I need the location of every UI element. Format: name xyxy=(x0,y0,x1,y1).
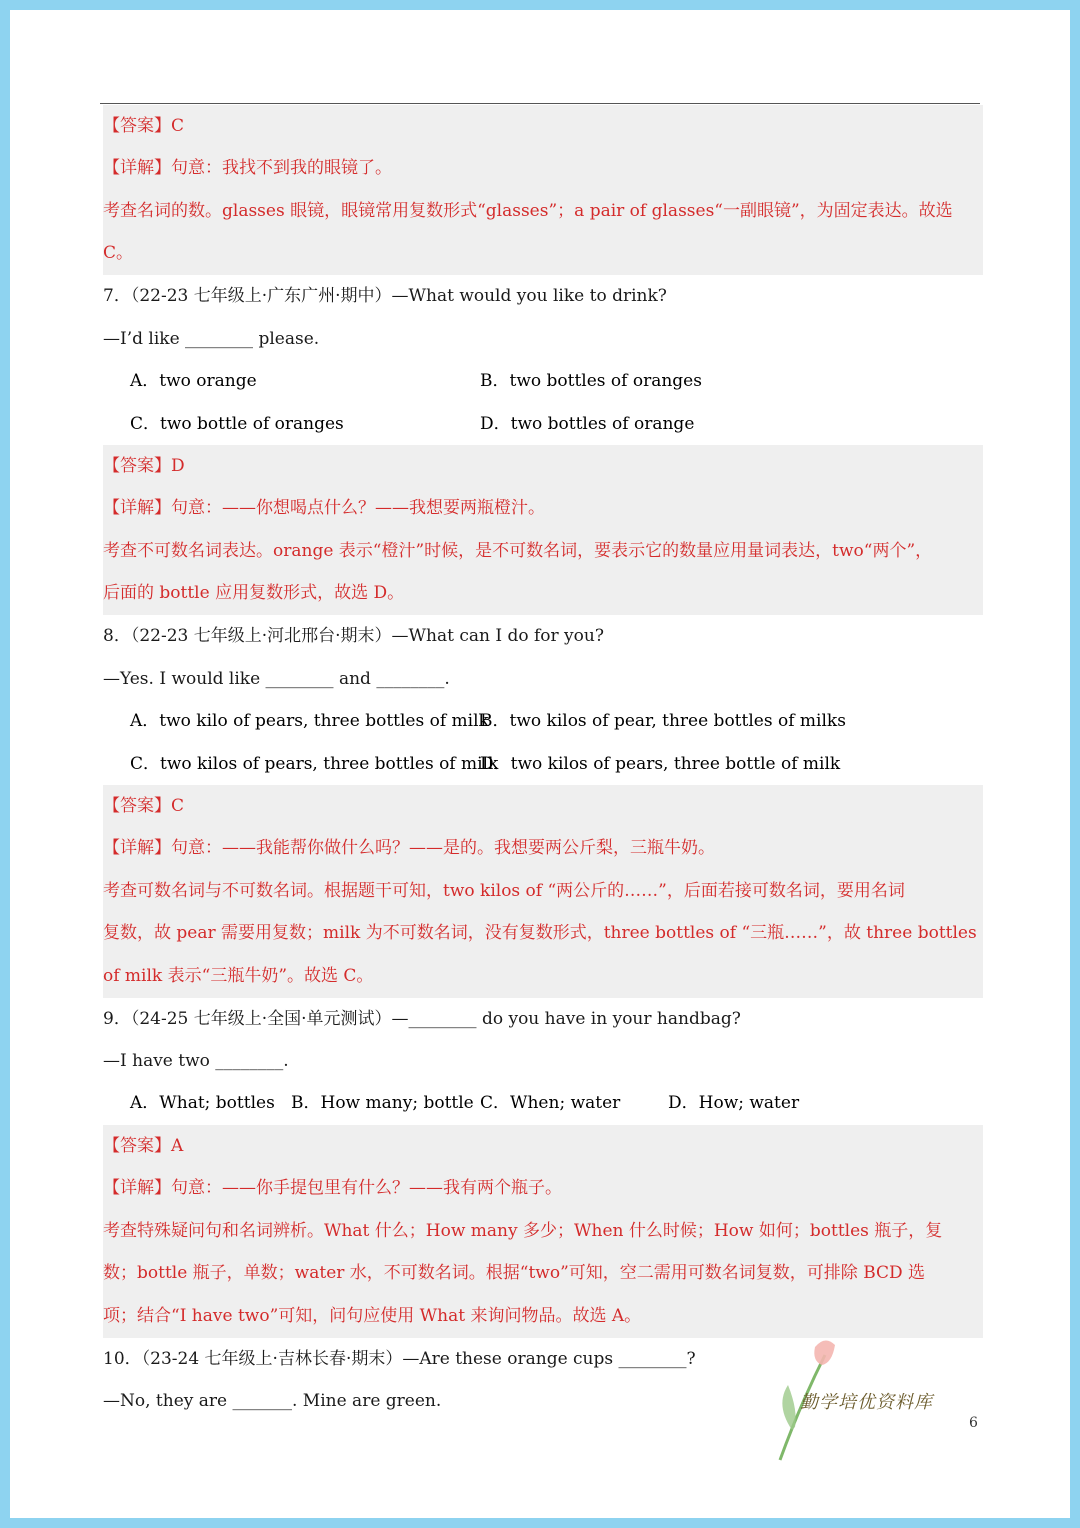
q8-explain-line: 【详解】句意：——我能帮你做什么吗？——是的。我想要两公斤梨，三瓶牛奶。 xyxy=(103,827,983,870)
q8-stem: 8．（22-23 七年级上·河北邢台·期末）—What can I do for you? xyxy=(103,626,604,646)
q9-explain-line: 考查特殊疑问句和名词辨析。What 什么；How many 多少；When 什么时候；How 如何；bottles 瓶子，复 xyxy=(103,1210,983,1253)
q7-explain-line: 考查不可数名词表达。orange 表示“橙汁”时候，是不可数名词，要表示它的数量应用量词表达，two“两个”， xyxy=(103,530,983,573)
q8-explain-line: of milk 表示“三瓶牛奶”。故选 C。 xyxy=(103,955,983,998)
q8-answer: 【答案】C xyxy=(103,785,983,828)
q9-stem: 9．（24-25 七年级上·全国·单元测试）—________ do you have in your handbag? xyxy=(103,1009,741,1029)
q10-line2: —No, they are _______. Mine are green. xyxy=(103,1391,442,1411)
q6-explain-line: 考查名词的数。glasses 眼镜，眼镜常用复数形式“glasses”；a pair of glasses“一副眼镜”，为固定表达。故选 xyxy=(103,190,983,233)
q9-explain-line: 数；bottle 瓶子，单数；water 水，不可数名词。根据“two”可知，空二需用可数名词复数，可排除 BCD 选 xyxy=(103,1252,983,1295)
q6-explain-line: C。 xyxy=(103,232,983,275)
q9-line2: —I have two ________. xyxy=(103,1051,289,1071)
q8-option-d: D．two kilos of pears, three bottle of milk xyxy=(480,754,841,774)
q9-explain-line: 【详解】句意：——你手提包里有什么？——我有两个瓶子。 xyxy=(103,1167,983,1210)
q9-option-b: B．How many; bottle xyxy=(291,1093,474,1113)
q7-stem: 7．（22-23 七年级上·广东广州·期中）—What would you like to drink? xyxy=(103,286,667,306)
q8-option-b: B．two kilos of pear, three bottles of milks xyxy=(480,711,846,731)
q7-line2: —I’d like ________ please. xyxy=(103,329,320,349)
q8-option-c: C．two kilos of pears, three bottles of milk xyxy=(130,754,499,774)
q9-answer: 【答案】A xyxy=(103,1125,983,1168)
header-rule xyxy=(100,103,980,104)
q7-explain-line: 【详解】句意：——你想喝点什么？——我想要两瓶橙汁。 xyxy=(103,487,983,530)
q6-answer: 【答案】C xyxy=(103,105,983,148)
q9-option-a: A．What; bottles xyxy=(130,1093,275,1113)
q7-option-b: B．two bottles of oranges xyxy=(480,371,702,391)
page-number: 6 xyxy=(969,1415,978,1431)
q7-answer: 【答案】D xyxy=(103,445,983,488)
q8-explain-line: 考查可数名词与不可数名词。根据题干可知，two kilos of “两公斤的……”，后面若接可数名词，要用名词 xyxy=(103,870,983,913)
q7-option-d: D．two bottles of orange xyxy=(480,414,695,434)
logo-text: 勤学培优资料库 xyxy=(800,1392,933,1413)
q7-option-c: C．two bottle of oranges xyxy=(130,414,344,434)
q6-explain-line: 【详解】句意：我找不到我的眼镜了。 xyxy=(103,147,983,190)
q9-explain-line: 项；结合“I have two”可知，问句应使用 What 来询问物品。故选 A。 xyxy=(103,1295,983,1338)
q10-stem: 10．（23-24 七年级上·吉林长春·期末）—Are these orange cups ________? xyxy=(103,1349,696,1369)
q9-option-d: D．How; water xyxy=(668,1093,800,1113)
q8-option-a: A．two kilo of pears, three bottles of milk xyxy=(130,711,489,731)
q7-option-a: A．two orange xyxy=(130,371,257,391)
q8-explain-line: 复数，故 pear 需要用复数；milk 为不可数名词，没有复数形式，three bottles of “三瓶……”，故 three bottles xyxy=(103,912,983,955)
q8-line2: —Yes. I would like ________ and ________. xyxy=(103,669,450,689)
q9-option-c: C．When; water xyxy=(480,1093,621,1113)
q7-explain-line: 后面的 bottle 应用复数形式，故选 D。 xyxy=(103,572,983,615)
document-page xyxy=(10,10,1070,1518)
